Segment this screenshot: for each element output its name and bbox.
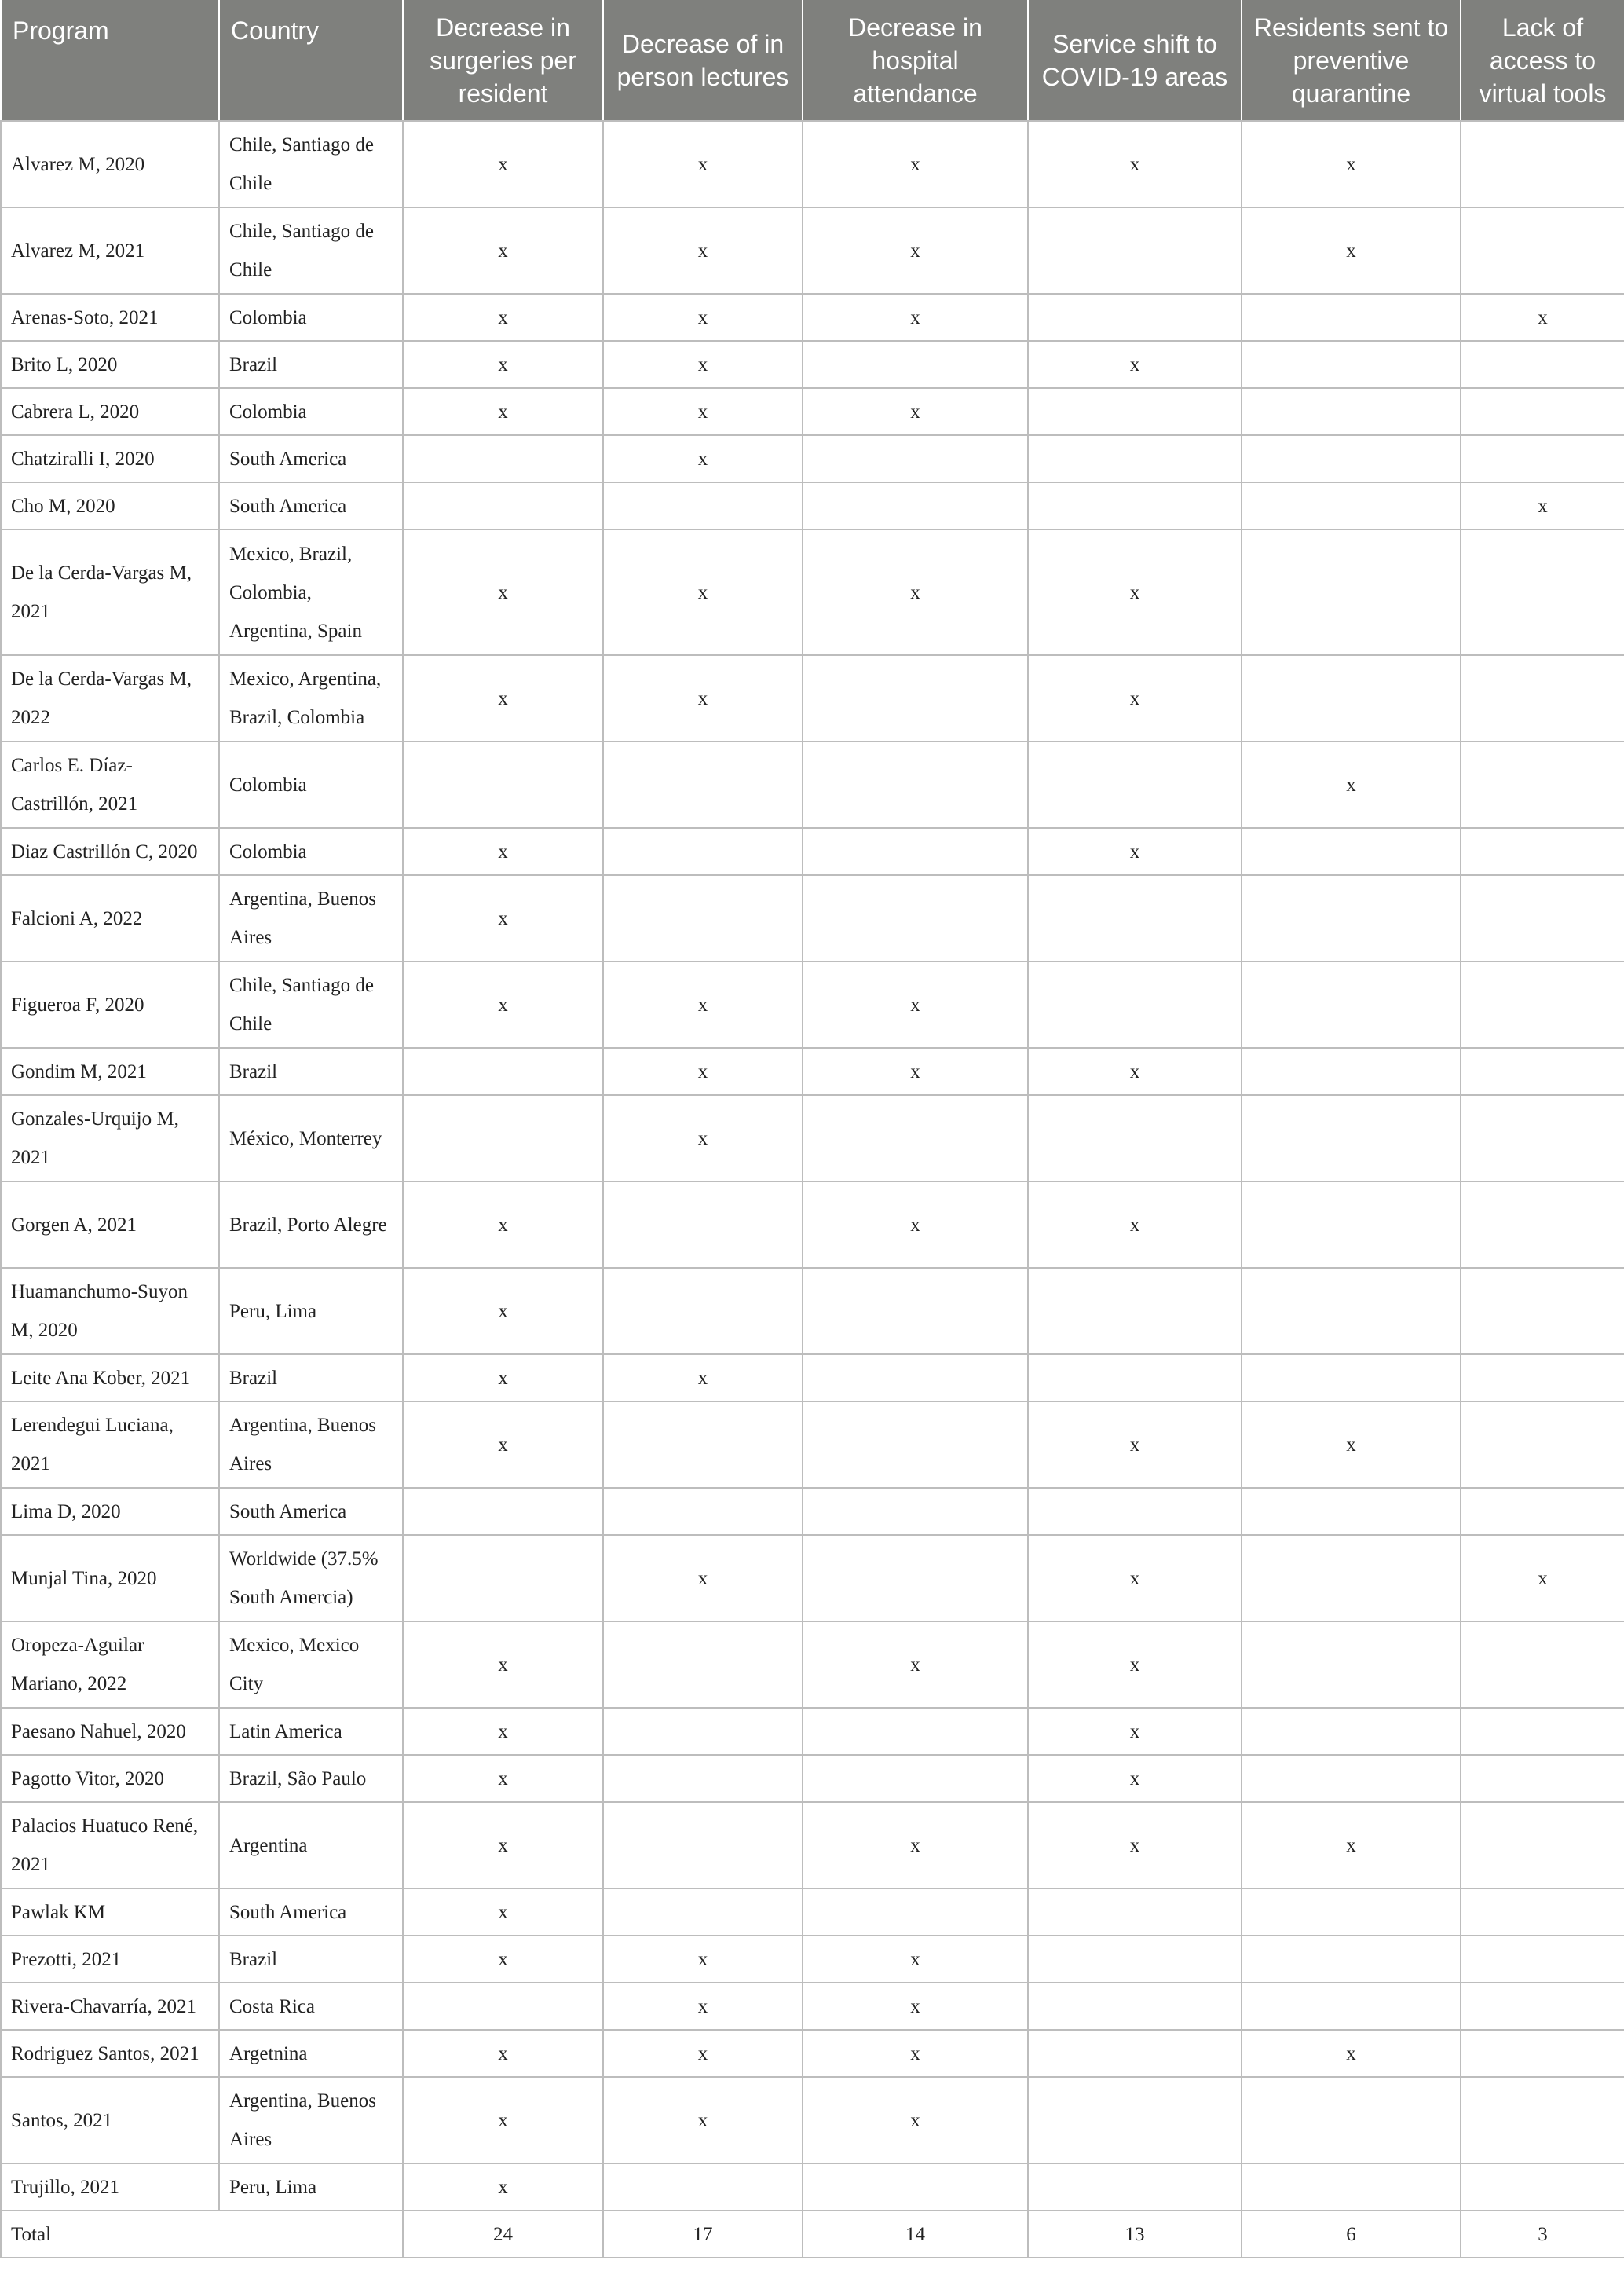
quarantine-cell: [1242, 388, 1461, 435]
covid-shift-cell: [1028, 294, 1242, 341]
virtual-tools-cell: [1461, 1802, 1624, 1888]
program-cell: Palacios Huatuco René, 2021: [1, 1802, 219, 1888]
table-row: [1, 1048, 1624, 1095]
table-row: [1, 1936, 1624, 1983]
lectures-cell: [603, 1708, 803, 1755]
quarantine-cell: [1242, 341, 1461, 388]
virtual-tools-cell: [1461, 1401, 1624, 1488]
quarantine-cell: [1242, 962, 1461, 1048]
table-row: [1, 482, 1624, 529]
program-cell: Oropeza-Aguilar Mariano, 2022: [1, 1621, 219, 1708]
quarantine-cell: [1242, 1488, 1461, 1535]
virtual-tools-cell: [1461, 1488, 1624, 1535]
attendance-cell: x: [803, 388, 1028, 435]
program-cell: Chatziralli I, 2020: [1, 435, 219, 482]
lectures-cell: [603, 1621, 803, 1708]
country-cell: Colombia: [219, 294, 403, 341]
total-value: 6: [1242, 2211, 1461, 2258]
covid-shift-cell: x: [1028, 828, 1242, 875]
attendance-cell: [803, 828, 1028, 875]
program-cell: Gorgen A, 2021: [1, 1181, 219, 1268]
attendance-cell: [803, 435, 1028, 482]
lectures-cell: x: [603, 2077, 803, 2163]
quarantine-cell: [1242, 828, 1461, 875]
covid-shift-cell: x: [1028, 1755, 1242, 1802]
lectures-cell: x: [603, 655, 803, 742]
lectures-cell: x: [603, 1983, 803, 2030]
quarantine-cell: [1242, 529, 1461, 655]
country-cell: Peru, Lima: [219, 2163, 403, 2211]
country-cell: Colombia: [219, 742, 403, 828]
quarantine-cell: x: [1242, 1802, 1461, 1888]
table-row: [1, 341, 1624, 388]
surgeries-cell: x: [403, 529, 603, 655]
table-row: [1, 1621, 1624, 1708]
covid-shift-cell: x: [1028, 1401, 1242, 1488]
program-cell: Arenas-Soto, 2021: [1, 294, 219, 341]
country-cell: Argentina, Buenos Aires: [219, 875, 403, 962]
country-cell: Chile, Santiago de Chile: [219, 121, 403, 207]
program-cell: Gondim M, 2021: [1, 1048, 219, 1095]
table-row: [1, 962, 1624, 1048]
quarantine-cell: x: [1242, 742, 1461, 828]
country-cell: Argentina, Buenos Aires: [219, 2077, 403, 2163]
quarantine-cell: [1242, 1983, 1461, 2030]
covid-shift-cell: [1028, 742, 1242, 828]
covid-shift-cell: [1028, 388, 1242, 435]
lectures-cell: x: [603, 1354, 803, 1401]
quarantine-cell: [1242, 1755, 1461, 1802]
program-cell: Alvarez M, 2021: [1, 207, 219, 294]
program-cell: Figueroa F, 2020: [1, 962, 219, 1048]
table-body: [1, 121, 1624, 2258]
header-surgeries: Decrease in surgeries per resident: [403, 0, 603, 121]
table-row: [1, 742, 1624, 828]
table-row: [1, 1095, 1624, 1181]
quarantine-cell: [1242, 1936, 1461, 1983]
attendance-cell: x: [803, 2077, 1028, 2163]
virtual-tools-cell: [1461, 655, 1624, 742]
table-row: [1, 1181, 1624, 1268]
attendance-cell: [803, 742, 1028, 828]
covid-shift-cell: x: [1028, 121, 1242, 207]
surgeries-cell: x: [403, 121, 603, 207]
virtual-tools-cell: [1461, 742, 1624, 828]
country-cell: Colombia: [219, 388, 403, 435]
country-cell: Brazil: [219, 341, 403, 388]
program-cell: Rivera-Chavarría, 2021: [1, 1983, 219, 2030]
covid-shift-cell: x: [1028, 655, 1242, 742]
covid-shift-cell: x: [1028, 1181, 1242, 1268]
virtual-tools-cell: [1461, 2030, 1624, 2077]
lectures-cell: [603, 1181, 803, 1268]
attendance-cell: x: [803, 207, 1028, 294]
attendance-cell: x: [803, 529, 1028, 655]
attendance-cell: [803, 2163, 1028, 2211]
covid-shift-cell: [1028, 2163, 1242, 2211]
surgeries-cell: x: [403, 1621, 603, 1708]
lectures-cell: [603, 2163, 803, 2211]
program-cell: Leite Ana Kober, 2021: [1, 1354, 219, 1401]
surgeries-cell: x: [403, 207, 603, 294]
table-row: [1, 1535, 1624, 1621]
covid-shift-cell: [1028, 2077, 1242, 2163]
covid-shift-cell: x: [1028, 1621, 1242, 1708]
table-row: [1, 1488, 1624, 1535]
virtual-tools-cell: [1461, 1621, 1624, 1708]
country-cell: South America: [219, 482, 403, 529]
program-cell: De la Cerda-Vargas M, 2022: [1, 655, 219, 742]
surgeries-cell: x: [403, 962, 603, 1048]
country-cell: México, Monterrey: [219, 1095, 403, 1181]
quarantine-cell: [1242, 2077, 1461, 2163]
attendance-cell: [803, 1888, 1028, 1936]
quarantine-cell: [1242, 435, 1461, 482]
attendance-cell: x: [803, 1802, 1028, 1888]
covid-shift-cell: x: [1028, 1048, 1242, 1095]
country-cell: Worldwide (37.5% South Amercia): [219, 1535, 403, 1621]
covid-shift-cell: [1028, 2030, 1242, 2077]
attendance-cell: [803, 875, 1028, 962]
table-row: [1, 2077, 1624, 2163]
country-cell: Brazil: [219, 1936, 403, 1983]
quarantine-cell: x: [1242, 2030, 1461, 2077]
country-cell: Argetnina: [219, 2030, 403, 2077]
covid-shift-cell: [1028, 1936, 1242, 1983]
header-program: Program: [1, 0, 219, 121]
table-row: [1, 1755, 1624, 1802]
surgeries-cell: x: [403, 294, 603, 341]
surgeries-cell: [403, 1488, 603, 1535]
virtual-tools-cell: [1461, 1354, 1624, 1401]
table-row: [1, 435, 1624, 482]
virtual-tools-cell: [1461, 875, 1624, 962]
surgeries-cell: [403, 1095, 603, 1181]
quarantine-cell: x: [1242, 207, 1461, 294]
covid-shift-cell: [1028, 962, 1242, 1048]
program-cell: Cabrera L, 2020: [1, 388, 219, 435]
program-cell: De la Cerda-Vargas M, 2021: [1, 529, 219, 655]
header-lectures: Decrease of in person lectures: [603, 0, 803, 121]
surgeries-cell: x: [403, 1268, 603, 1354]
lectures-cell: x: [603, 2030, 803, 2077]
lectures-cell: x: [603, 1936, 803, 1983]
attendance-cell: x: [803, 1936, 1028, 1983]
lectures-cell: [603, 1401, 803, 1488]
total-value: 13: [1028, 2211, 1242, 2258]
lectures-cell: [603, 1268, 803, 1354]
table-row: [1, 121, 1624, 207]
lectures-cell: [603, 1888, 803, 1936]
country-cell: Latin America: [219, 1708, 403, 1755]
table-row: [1, 1268, 1624, 1354]
virtual-tools-cell: [1461, 2163, 1624, 2211]
quarantine-cell: x: [1242, 1401, 1461, 1488]
quarantine-cell: [1242, 1708, 1461, 1755]
covid-shift-cell: [1028, 482, 1242, 529]
covid-shift-cell: [1028, 1268, 1242, 1354]
attendance-cell: x: [803, 1048, 1028, 1095]
quarantine-cell: [1242, 1048, 1461, 1095]
surgeries-cell: x: [403, 1401, 603, 1488]
program-cell: Diaz Castrillón C, 2020: [1, 828, 219, 875]
covid-shift-cell: x: [1028, 341, 1242, 388]
attendance-cell: [803, 482, 1028, 529]
quarantine-cell: [1242, 1268, 1461, 1354]
program-cell: Prezotti, 2021: [1, 1936, 219, 1983]
country-cell: Colombia: [219, 828, 403, 875]
attendance-cell: [803, 1095, 1028, 1181]
surgeries-cell: x: [403, 1354, 603, 1401]
quarantine-cell: [1242, 1354, 1461, 1401]
quarantine-cell: [1242, 1621, 1461, 1708]
virtual-tools-cell: [1461, 962, 1624, 1048]
country-cell: Brazil: [219, 1354, 403, 1401]
attendance-cell: [803, 341, 1028, 388]
country-cell: Chile, Santiago de Chile: [219, 207, 403, 294]
country-cell: South America: [219, 1488, 403, 1535]
quarantine-cell: [1242, 2163, 1461, 2211]
attendance-cell: x: [803, 962, 1028, 1048]
surgeries-cell: x: [403, 1181, 603, 1268]
lectures-cell: [603, 1755, 803, 1802]
program-cell: Trujillo, 2021: [1, 2163, 219, 2211]
attendance-cell: [803, 1354, 1028, 1401]
lectures-cell: x: [603, 341, 803, 388]
table-row: [1, 1888, 1624, 1936]
surgeries-cell: [403, 435, 603, 482]
lectures-cell: [603, 828, 803, 875]
virtual-tools-cell: [1461, 388, 1624, 435]
program-cell: Pawlak KM: [1, 1888, 219, 1936]
virtual-tools-cell: [1461, 529, 1624, 655]
table-row: [1, 828, 1624, 875]
virtual-tools-cell: [1461, 1888, 1624, 1936]
virtual-tools-cell: [1461, 1983, 1624, 2030]
program-cell: Lima D, 2020: [1, 1488, 219, 1535]
surgeries-cell: x: [403, 828, 603, 875]
covid-shift-cell: [1028, 1888, 1242, 1936]
surgeries-cell: x: [403, 2077, 603, 2163]
virtual-tools-cell: x: [1461, 482, 1624, 529]
attendance-cell: [803, 1268, 1028, 1354]
program-cell: Paesano Nahuel, 2020: [1, 1708, 219, 1755]
virtual-tools-cell: [1461, 121, 1624, 207]
virtual-tools-cell: x: [1461, 1535, 1624, 1621]
attendance-cell: [803, 1401, 1028, 1488]
virtual-tools-cell: [1461, 828, 1624, 875]
attendance-cell: [803, 1755, 1028, 1802]
country-cell: Brazil, São Paulo: [219, 1755, 403, 1802]
total-value: 14: [803, 2211, 1028, 2258]
program-cell: Lerendegui Luciana, 2021: [1, 1401, 219, 1488]
surgeries-cell: x: [403, 655, 603, 742]
lectures-cell: [603, 1488, 803, 1535]
program-cell: Cho M, 2020: [1, 482, 219, 529]
country-cell: Argentina, Buenos Aires: [219, 1401, 403, 1488]
covid-shift-cell: [1028, 1488, 1242, 1535]
surgeries-cell: [403, 482, 603, 529]
virtual-tools-cell: [1461, 341, 1624, 388]
table-row: [1, 1401, 1624, 1488]
virtual-tools-cell: [1461, 1095, 1624, 1181]
program-cell: Pagotto Vitor, 2020: [1, 1755, 219, 1802]
quarantine-cell: [1242, 655, 1461, 742]
country-cell: Chile, Santiago de Chile: [219, 962, 403, 1048]
program-cell: Alvarez M, 2020: [1, 121, 219, 207]
lectures-cell: x: [603, 1048, 803, 1095]
attendance-cell: x: [803, 1181, 1028, 1268]
lectures-cell: [603, 875, 803, 962]
quarantine-cell: [1242, 294, 1461, 341]
virtual-tools-cell: [1461, 1936, 1624, 1983]
quarantine-cell: [1242, 482, 1461, 529]
attendance-cell: x: [803, 121, 1028, 207]
country-cell: South America: [219, 1888, 403, 1936]
lectures-cell: x: [603, 388, 803, 435]
surgeries-cell: x: [403, 1708, 603, 1755]
covid-shift-cell: [1028, 1354, 1242, 1401]
surgeries-cell: x: [403, 341, 603, 388]
total-value: 3: [1461, 2211, 1624, 2258]
country-cell: Mexico, Mexico City: [219, 1621, 403, 1708]
attendance-cell: x: [803, 2030, 1028, 2077]
quarantine-cell: [1242, 1181, 1461, 1268]
lectures-cell: x: [603, 207, 803, 294]
virtual-tools-cell: [1461, 207, 1624, 294]
program-cell: Gonzales-Urquijo M, 2021: [1, 1095, 219, 1181]
lectures-cell: x: [603, 529, 803, 655]
country-cell: Peru, Lima: [219, 1268, 403, 1354]
program-cell: Carlos E. Díaz-Castrillón, 2021: [1, 742, 219, 828]
country-cell: Costa Rica: [219, 1983, 403, 2030]
quarantine-cell: [1242, 1095, 1461, 1181]
surgeries-cell: [403, 1983, 603, 2030]
virtual-tools-cell: [1461, 435, 1624, 482]
quarantine-cell: [1242, 875, 1461, 962]
program-cell: Huamanchumo-Suyon M, 2020: [1, 1268, 219, 1354]
program-cell: Rodriguez Santos, 2021: [1, 2030, 219, 2077]
header-quarantine: Residents sent to preventive quarantine: [1242, 0, 1461, 121]
quarantine-cell: [1242, 1888, 1461, 1936]
virtual-tools-cell: x: [1461, 294, 1624, 341]
covid-shift-cell: x: [1028, 1535, 1242, 1621]
total-label: Total: [1, 2211, 403, 2258]
lectures-cell: [603, 742, 803, 828]
covid-shift-cell: x: [1028, 1708, 1242, 1755]
covid-shift-cell: x: [1028, 1802, 1242, 1888]
total-value: 24: [403, 2211, 603, 2258]
virtual-tools-cell: [1461, 1048, 1624, 1095]
covid-shift-cell: [1028, 207, 1242, 294]
virtual-tools-cell: [1461, 2077, 1624, 2163]
virtual-tools-cell: [1461, 1755, 1624, 1802]
program-cell: Santos, 2021: [1, 2077, 219, 2163]
header-attendance: Decrease in hospital attendance: [803, 0, 1028, 121]
country-cell: Brazil: [219, 1048, 403, 1095]
lectures-cell: x: [603, 1095, 803, 1181]
country-cell: Brazil, Porto Alegre: [219, 1181, 403, 1268]
table-row: [1, 529, 1624, 655]
virtual-tools-cell: [1461, 1181, 1624, 1268]
covid-shift-cell: [1028, 1983, 1242, 2030]
table-row: [1, 2163, 1624, 2211]
virtual-tools-cell: [1461, 1708, 1624, 1755]
attendance-cell: x: [803, 1621, 1028, 1708]
table-row: [1, 1708, 1624, 1755]
attendance-cell: x: [803, 1983, 1028, 2030]
table-row: [1, 1802, 1624, 1888]
country-cell: Argentina: [219, 1802, 403, 1888]
lectures-cell: [603, 1802, 803, 1888]
lectures-cell: x: [603, 294, 803, 341]
covid-shift-cell: [1028, 875, 1242, 962]
table-row: [1, 1983, 1624, 2030]
lectures-cell: x: [603, 962, 803, 1048]
attendance-cell: [803, 655, 1028, 742]
attendance-cell: [803, 1488, 1028, 1535]
lectures-cell: x: [603, 435, 803, 482]
country-cell: South America: [219, 435, 403, 482]
virtual-tools-cell: [1461, 1268, 1624, 1354]
header-country: Country: [219, 0, 403, 121]
lectures-cell: [603, 482, 803, 529]
header-covid-shift: Service shift to COVID-19 areas: [1028, 0, 1242, 121]
table-row: [1, 875, 1624, 962]
surgeries-cell: x: [403, 1755, 603, 1802]
quarantine-cell: [1242, 1535, 1461, 1621]
covid-shift-cell: x: [1028, 529, 1242, 655]
surgeries-cell: x: [403, 2163, 603, 2211]
surgeries-cell: [403, 1048, 603, 1095]
table-row: [1, 2030, 1624, 2077]
surgeries-cell: [403, 1535, 603, 1621]
surgeries-cell: x: [403, 1888, 603, 1936]
lectures-cell: x: [603, 1535, 803, 1621]
program-cell: Falcioni A, 2022: [1, 875, 219, 962]
surgeries-cell: x: [403, 388, 603, 435]
surgeries-cell: x: [403, 2030, 603, 2077]
quarantine-cell: x: [1242, 121, 1461, 207]
country-cell: Mexico, Brazil, Colombia, Argentina, Spain: [219, 529, 403, 655]
program-cell: Munjal Tina, 2020: [1, 1535, 219, 1621]
total-row: [1, 2211, 1624, 2258]
table-row: [1, 207, 1624, 294]
table-row: [1, 388, 1624, 435]
surgeries-cell: x: [403, 875, 603, 962]
table-row: [1, 655, 1624, 742]
covid-shift-cell: [1028, 435, 1242, 482]
covid-shift-cell: [1028, 1095, 1242, 1181]
surgeries-cell: x: [403, 1936, 603, 1983]
country-cell: Mexico, Argentina, Brazil, Colombia: [219, 655, 403, 742]
header-row: [1, 0, 1624, 121]
total-value: 17: [603, 2211, 803, 2258]
lectures-cell: x: [603, 121, 803, 207]
header-virtual-tools: Lack of access to virtual tools: [1461, 0, 1624, 121]
table-row: [1, 1354, 1624, 1401]
attendance-cell: [803, 1708, 1028, 1755]
attendance-cell: x: [803, 294, 1028, 341]
table-row: [1, 294, 1624, 341]
surgeries-cell: x: [403, 1802, 603, 1888]
program-cell: Brito L, 2020: [1, 341, 219, 388]
surgeries-cell: [403, 742, 603, 828]
attendance-cell: [803, 1535, 1028, 1621]
